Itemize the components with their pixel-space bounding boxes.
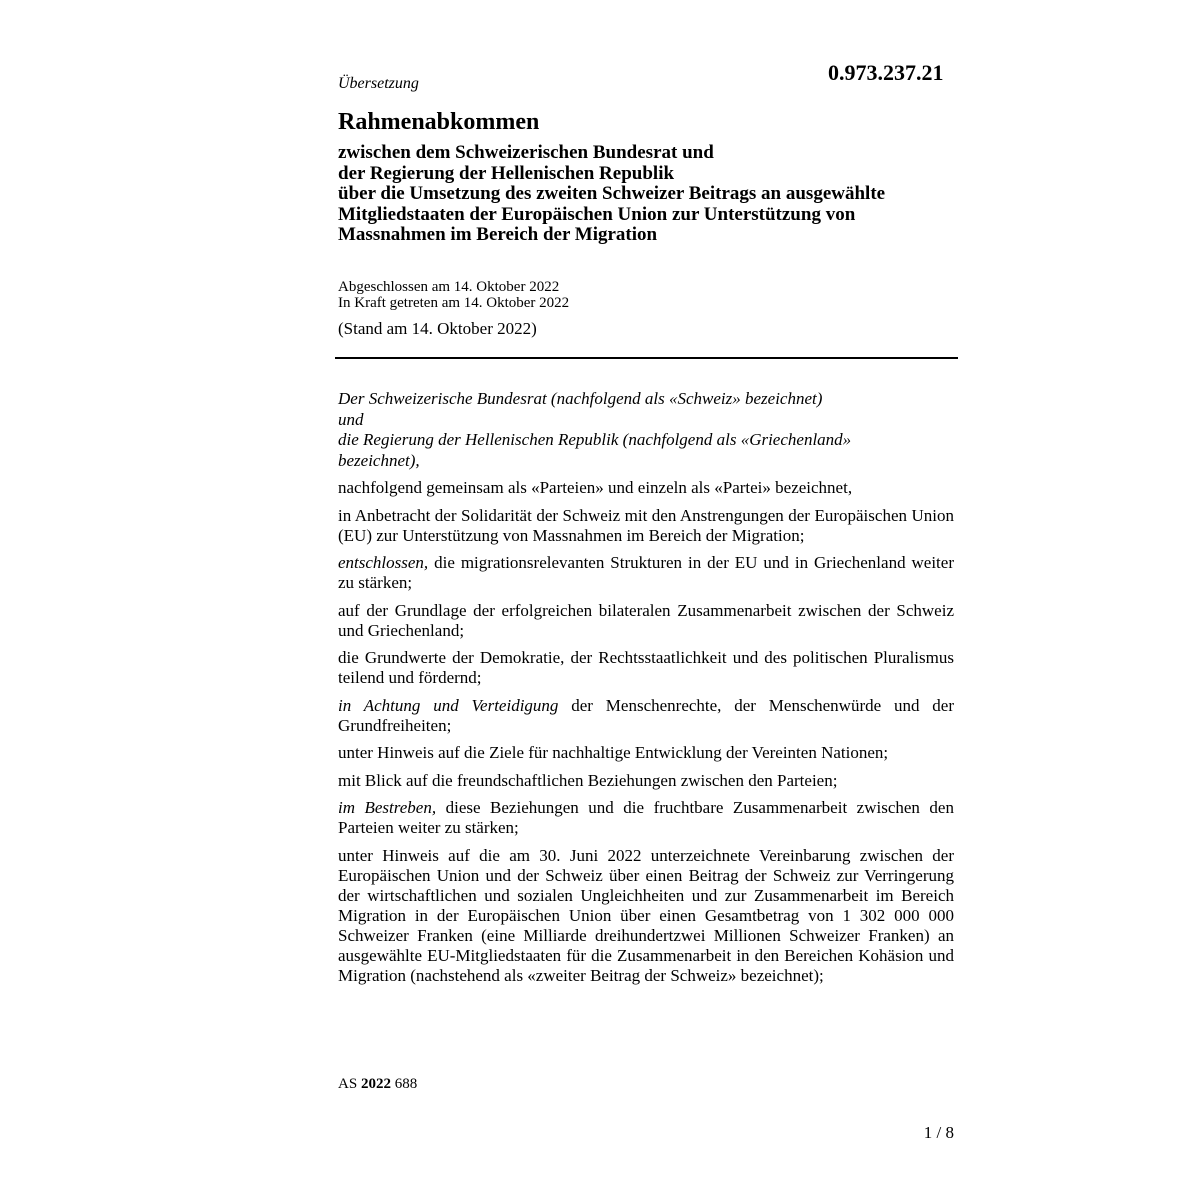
preamble-clause [338,771,954,791]
party-line: und [338,409,364,429]
party-line: die Regierung der Hellenischen Republik (nachfolgend als «Griechenland» [338,430,852,449]
clause-text: auf der Grundlage der erfolgreichen bilateralen Zusammenarbeit zwischen der Schweiz und Griechenland; [338,600,954,640]
party-line: Der Schweizerische Bundesrat (nachfolgend als «Schweiz» bezeichnet) [338,389,823,408]
as-page: 688 [394,1076,418,1092]
translation-note: Übersetzung [338,75,419,92]
as-year: 2022 [360,1076,391,1092]
document-subtitle [338,143,958,246]
as-reference [338,1074,417,1094]
preamble-clause [338,696,954,736]
subtitle-line: der Regierung der Hellenischen Republik [338,162,675,184]
preamble-clause [338,846,954,986]
document-title: Rahmenabkommen [338,109,540,135]
preamble [338,478,954,993]
concluded-date: Abgeschlossen am 14. Oktober 2022 [338,279,560,295]
clause-lead: in Achtung und Verteidigung [338,695,559,715]
preamble-clause [338,798,954,838]
sr-number: 0.973.237.21 [828,60,944,85]
clause-text: nachfolgend gemeinsam als «Parteien» und einzeln als «Partei» bezeichnet, [338,478,853,497]
clause-text: der Menschenrechte, der Menschenwürde und der Grundfreiheiten; [338,695,955,735]
clause-text: diese Beziehungen und die fruchtbare Zusammenarbeit zwischen den Parteien weiter zu stärken; [338,798,954,837]
clause-text: unter Hinweis auf die am 30. Juni 2022 unterzeichnete Vereinbarung zwischen der Europäischen Union und der Schweiz über einen Beitrag der Schweiz zur Verringerung der wirtschaftlichen und sozialen Ungleichheiten und zur Zusammenarbeit im Bereich Migration in der Europäischen Union über einen Gesamtbetrag von 1 302 000 000 Schweizer Franken (eine Milliarde dreihundertzwei Millionen Schweizer Franken) an ausgewählte EU-Mitgliedstaaten für die Zusammenarbeit in den Bereichen Kohäsion und Migration (nachstehend als «zweiter Beitrag der Schweiz» bezeichnet); [338,845,954,985]
clause-text: die migrationsrelevanten Strukturen in der EU und in Griechenland weiter zu stärken; [338,553,954,592]
clause-text: die Grundwerte der Demokratie, der Rechtsstaatlichkeit und des politischen Pluralismus teilend und fördernd; [338,648,954,687]
status-date: (Stand am 14. Oktober 2022) [338,319,537,338]
preamble-clause [338,506,954,546]
preamble-clause [338,601,954,641]
clause-text: mit Blick auf die freundschaftlichen Beziehungen zwischen den Parteien; [338,770,838,790]
page-number: 1 / 8 [923,1123,954,1142]
clause-lead: entschlossen, [338,553,429,572]
subtitle-line: über die Umsetzung des zweiten Schweizer Beitrags an ausgewählte [338,183,886,204]
preamble-clause [338,478,954,498]
preamble-clause [338,648,954,688]
as-prefix: AS [338,1076,358,1092]
header-divider [335,357,958,359]
subtitle-line: zwischen dem Schweizerischen Bundesrat und [338,142,714,163]
clause-lead: im Bestreben, [338,798,437,817]
party-line: bezeichnet), [338,450,420,470]
in-force-date: In Kraft getreten am 14. Oktober 2022 [338,294,570,311]
clause-text: unter Hinweis auf die Ziele für nachhaltige Entwicklung der Vereinten Nationen; [338,743,889,762]
preamble-clause [338,743,954,763]
preamble-clause [338,553,954,593]
dates-block [338,280,569,311]
subtitle-line: Mitgliedstaaten der Europäischen Union zur Unterstützung von [338,203,856,225]
subtitle-line: Massnahmen im Bereich der Migration [338,224,658,245]
parties-block [338,389,958,471]
clause-text: in Anbetracht der Solidarität der Schweiz mit den Anstrengungen der Europäischen Union (EU) zur Unterstützung von Massnahmen im Bereich der Migration; [338,505,954,545]
